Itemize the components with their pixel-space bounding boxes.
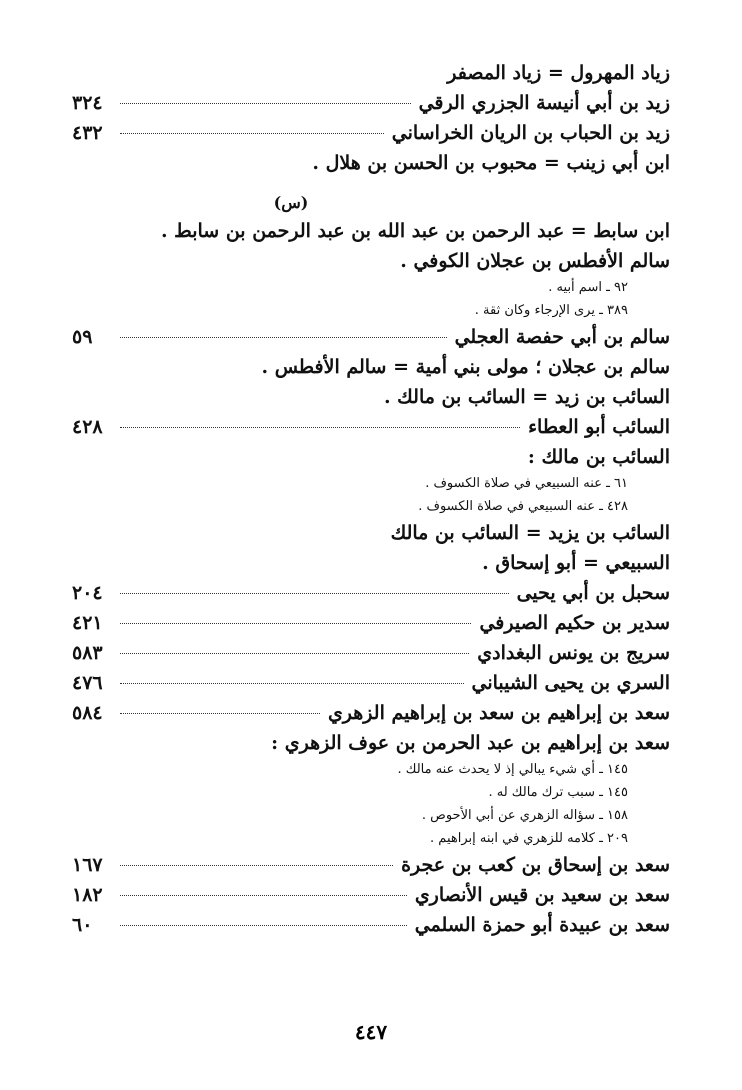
entry-name: ابن أبي زينب = محبوب بن الحسن بن هلال . <box>312 152 670 174</box>
index-entry <box>72 668 670 698</box>
sub-entry: ٩٢ ـ اسم أبيه . <box>548 280 628 295</box>
index-entry <box>72 548 670 578</box>
index-entry <box>72 578 670 608</box>
entry-name: سعد بن إبراهيم بن سعد بن إبراهيم الزهري <box>327 702 670 724</box>
index-entry <box>72 698 670 728</box>
dot-leader <box>120 133 384 134</box>
entry-name: زيد بن الحباب بن الريان الخراساني <box>391 122 670 144</box>
index-entries-continued <box>72 58 670 178</box>
dot-leader <box>120 653 469 654</box>
index-entry <box>72 850 670 880</box>
entry-page-number: ١٨٢ <box>72 884 103 906</box>
entry-name: السائب أبو العطاء <box>528 416 670 438</box>
index-entry <box>72 58 670 88</box>
entry-page-number: ٤٢٨ <box>72 416 103 438</box>
entry-name: ابن سابط = عبد الرحمن بن عبد الله بن عبد الرحمن بن سابط . <box>160 220 670 242</box>
entry-name: سالم بن عجلان ؛ مولى بني أمية = سالم الأفطس . <box>261 356 670 378</box>
dot-leader <box>120 925 407 926</box>
index-entry <box>72 518 670 548</box>
entry-name: سحبل بن أبي يحيى <box>516 582 670 604</box>
entry-name: السري بن يحيى الشيباني <box>471 672 670 694</box>
index-entry <box>72 246 670 276</box>
index-entry <box>72 638 670 668</box>
index-entries <box>72 216 670 940</box>
entry-page-number: ٤٣٢ <box>72 122 103 144</box>
entry-page-number: ٣٢٤ <box>72 92 103 114</box>
sub-entry: ١٤٥ ـ سبب ترك مالك له . <box>488 785 628 800</box>
entry-name: سعد بن إبراهيم بن عبد الحرمن بن عوف الزهري : <box>271 732 670 754</box>
entry-name: سالم الأفطس بن عجلان الكوفي . <box>400 250 670 272</box>
index-entry <box>72 216 670 246</box>
index-entry <box>72 910 670 940</box>
entry-name: السائب بن زيد = السائب بن مالك . <box>383 386 670 408</box>
entry-name: سالم بن أبي حفصة العجلي <box>454 326 670 348</box>
entry-name: زيد بن أبي أنيسة الجزري الرقي <box>418 92 670 114</box>
entry-name: سعد بن إسحاق بن كعب بن عجرة <box>401 854 670 876</box>
index-entry <box>72 442 670 472</box>
dot-leader <box>120 337 447 338</box>
entry-name: السائب بن مالك : <box>527 446 670 468</box>
entry-page-number: ٥٨٤ <box>72 702 103 724</box>
index-entry <box>72 322 670 352</box>
sub-entry: ١٤٥ ـ أي شيء يبالي إذ لا يحدث عنه مالك . <box>397 762 628 777</box>
page-number: ٤٤٧ <box>354 1020 388 1044</box>
entry-name: سعد بن سعيد بن قيس الأنصاري <box>414 884 670 906</box>
entry-page-number: ٢٠٤ <box>72 582 103 604</box>
dot-leader <box>120 865 393 866</box>
entry-name: زياد المهرول = زياد المصفر <box>447 62 670 84</box>
entry-name: سعد بن عبيدة أبو حمزة السلمي <box>414 914 670 936</box>
index-entry <box>72 352 670 382</box>
dot-leader <box>120 593 509 594</box>
index-entry <box>72 608 670 638</box>
dot-leader <box>120 103 411 104</box>
section-letter-heading: (س) <box>273 193 309 212</box>
dot-leader <box>120 623 471 624</box>
entry-name: سدير بن حكيم الصيرفي <box>479 612 670 634</box>
index-entry <box>72 880 670 910</box>
entry-page-number: ٥٩ <box>72 326 93 348</box>
entry-page-number: ٤٧٦ <box>72 672 103 694</box>
index-entry <box>72 118 670 148</box>
sub-entry: ٤٢٨ ـ عنه السبيعي في صلاة الكسوف . <box>418 499 628 514</box>
entry-page-number: ٤٢١ <box>72 612 103 634</box>
dot-leader <box>120 427 520 428</box>
index-entry <box>72 382 670 412</box>
entry-page-number: ١٦٧ <box>72 854 103 876</box>
index-page <box>72 58 670 940</box>
index-entry <box>72 412 670 442</box>
sub-entry: ٦١ ـ عنه السبيعي في صلاة الكسوف . <box>425 476 628 491</box>
entry-name: سريج بن يونس البغدادي <box>477 642 670 664</box>
dot-leader <box>120 713 320 714</box>
entry-name: السائب بن يزيد = السائب بن مالك <box>390 522 670 544</box>
entry-page-number: ٦٠ <box>72 914 93 936</box>
entry-name: السبيعي = أبو إسحاق . <box>482 552 670 574</box>
index-entry <box>72 728 670 758</box>
index-entry <box>72 88 670 118</box>
sub-entry: ٣٨٩ ـ يرى الإرجاء وكان ثقة . <box>474 303 628 318</box>
index-entry <box>72 148 670 178</box>
sub-entry: ١٥٨ ـ سؤاله الزهري عن أبي الأحوص . <box>421 808 628 823</box>
sub-entry: ٢٠٩ ـ كلامه للزهري في ابنه إبراهيم . <box>430 831 628 846</box>
entry-page-number: ٥٨٣ <box>72 642 103 664</box>
dot-leader <box>120 895 407 896</box>
dot-leader <box>120 683 464 684</box>
